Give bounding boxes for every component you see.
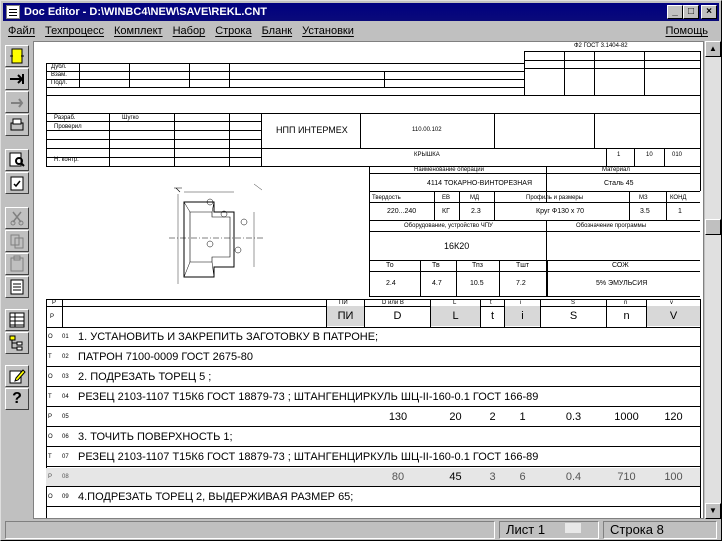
hdr-pi: ПИ [327, 306, 364, 326]
sheet-a: 1 [617, 152, 621, 158]
tsht-value: 7.2 [516, 280, 526, 287]
row-text: ПАТРОН 7100-0009 ГОСТ 2675-80 [78, 351, 254, 363]
title-bar[interactable] [3, 3, 719, 21]
cell-v: 120 [664, 411, 683, 423]
table-row[interactable]: T 07 РЕЗЕЦ 2103-1107 Т15К6 ГОСТ 18879-73 ; ШТАНГЕНЦИРКУЛЬ ШЦ-II-160-0.1 ГОСТ 166-89 [46, 448, 700, 467]
scroll-up-button[interactable] [705, 41, 721, 57]
vzam-label: Взам. [51, 72, 67, 78]
gost-label: Ф2 ГОСТ 3.1404-82 [574, 43, 628, 49]
cell-n: 710 [617, 471, 636, 483]
md-value: 2.3 [471, 208, 481, 215]
hdr-small-p: Р [52, 300, 57, 306]
profile-value: Круг Ф130 х 70 [536, 208, 585, 215]
hdr-small-t: t [490, 300, 492, 306]
table-row[interactable]: O 06 3. ТОЧИТЬ ПОВЕРХНОСТЬ 1; [46, 428, 700, 447]
table-row[interactable]: O 09 4.ПОДРЕЗАТЬ ТОРЕЦ 2, ВЫДЕРЖИВАЯ РАЗМЕР 65; [46, 488, 700, 507]
edit-tool[interactable] [5, 365, 29, 387]
clipboard-check-icon [8, 174, 26, 192]
cell-s: 0.3 [565, 411, 582, 423]
cell-i: 1 [519, 411, 526, 423]
podl-label: Подл. [51, 80, 68, 86]
tverd-label: Твердость [372, 195, 401, 201]
cell-v: 100 [664, 471, 683, 483]
status-line: Строка 8 [603, 521, 717, 539]
mz-label: МЗ [639, 195, 648, 201]
row-text: 1. УСТАНОВИТЬ И ЗАКРЕПИТЬ ЗАГОТОВКУ В ПАТРОНЕ; [78, 331, 379, 343]
soj-label: СОЖ [612, 262, 629, 269]
part-name: КРЫШКА [414, 152, 440, 158]
equip-label: Оборудование, устройство ЧПУ [404, 223, 493, 229]
cell-d: 130 [388, 411, 408, 423]
tree-tool[interactable] [5, 332, 29, 354]
md-label: МД [470, 195, 480, 201]
menu-stroka[interactable]: Строка [215, 25, 252, 37]
kond-value: 1 [678, 208, 682, 215]
preview-tool[interactable] [5, 149, 29, 171]
equip-value: 16К20 [444, 241, 470, 251]
sheet-b: 10 [646, 152, 653, 158]
row-text: 3. ТОЧИТЬ ПОВЕРХНОСТЬ 1; [78, 431, 233, 443]
magnifier-icon [8, 151, 26, 169]
company-name: НПП ИНТЕРМЕХ [276, 125, 348, 135]
insert-disabled-tool[interactable] [5, 91, 29, 113]
part-sketch-image [154, 172, 284, 292]
razrab-name: Шугко [122, 115, 139, 121]
cell-d: 80 [391, 471, 405, 483]
sheet-c: 010 [672, 152, 683, 158]
copy-tool[interactable] [5, 230, 29, 252]
minimize-button[interactable]: _ [667, 5, 683, 19]
hdr-i: i [505, 306, 540, 326]
vertical-scrollbar[interactable] [705, 41, 721, 519]
scroll-down-button[interactable] [705, 503, 721, 519]
status-bar [3, 520, 719, 540]
menu-nabor[interactable]: Набор [172, 25, 206, 37]
cell-l: 45 [449, 471, 462, 483]
arrow-down-icon: ▼ [709, 506, 717, 515]
to-label: То [386, 262, 394, 269]
menu-bar [3, 22, 719, 40]
print-tool[interactable] [5, 114, 29, 136]
hdr-p: Р [50, 314, 55, 320]
printer-icon [8, 116, 26, 134]
cell-t: 2 [489, 411, 496, 423]
document-list-icon [8, 278, 26, 296]
tverd-value: 220...240 [387, 208, 417, 215]
row-text: 2. ПОДРЕЗАТЬ ТОРЕЦ 5 ; [78, 371, 212, 383]
document-icon [6, 5, 20, 19]
hdr-n: n [623, 310, 630, 322]
status-indicator [565, 523, 581, 533]
doc-code: 110.00.102 [412, 127, 442, 133]
help-tool[interactable] [5, 388, 29, 410]
mat-label: Материал [602, 167, 630, 173]
new-document-icon [8, 47, 26, 65]
menu-settings[interactable]: Установки [302, 25, 354, 37]
table-tool[interactable] [5, 309, 29, 331]
profile-label: Профиль и размеры [526, 195, 584, 201]
hdr-s: S [569, 310, 578, 322]
row-text: РЕЗЕЦ 2103-1107 Т15К6 ГОСТ 18879-73 ; ШТАНГЕНЦИРКУЛЬ ШЦ-II-160-0.1 ГОСТ 166-89 [78, 391, 539, 403]
tsht-label: Тшт [516, 262, 530, 269]
status-sheet: Лист 1 [499, 521, 599, 539]
left-toolbar [3, 41, 31, 519]
cell-s: 0.4 [565, 471, 582, 483]
menu-techprocess[interactable]: Техпроцесс [45, 25, 105, 37]
table-row[interactable]: O 01 1. УСТАНОВИТЬ И ЗАКРЕПИТЬ ЗАГОТОВКУ В ПАТРОНЕ; [46, 328, 700, 347]
cell-t: 3 [489, 471, 496, 483]
soj-value: 5% ЭМУЛЬСИЯ [596, 280, 648, 287]
new-document-tool[interactable] [5, 45, 29, 67]
table-row[interactable]: T 02 ПАТРОН 7100-0009 ГОСТ 2675-80 [46, 348, 700, 367]
scissors-icon [8, 209, 26, 227]
cut-tool[interactable] [5, 207, 29, 229]
cell-l: 20 [449, 411, 462, 423]
menu-komplekt[interactable]: Комплект [114, 25, 163, 37]
mz-value: 3.5 [640, 208, 650, 215]
op-label: Наименование операции [414, 167, 484, 173]
row-text: РЕЗЕЦ 2103-1107 Т15К6 ГОСТ 18879-73 ; ШТАНГЕНЦИРКУЛЬ ШЦ-II-160-0.1 ГОСТ 166-89 [78, 451, 539, 463]
document-canvas[interactable] [33, 41, 704, 519]
tree-icon [8, 334, 26, 352]
hdr-small-i: i [520, 300, 522, 306]
nkontr-label: Н. контр. [54, 157, 79, 163]
cell-i: 6 [519, 471, 526, 483]
hdr-small-s: S [571, 300, 576, 306]
paste-icon [8, 255, 26, 273]
check-tool[interactable] [5, 172, 29, 194]
mat-value: Сталь 45 [604, 180, 634, 187]
question-icon: ? [12, 390, 22, 407]
hdr-v: V [647, 306, 700, 326]
copy-icon [8, 232, 26, 250]
menu-blank[interactable]: Бланк [261, 25, 293, 37]
hdr-t: t [490, 310, 495, 322]
arrow-up-icon: ▲ [709, 44, 717, 53]
maximize-button[interactable]: □ [683, 5, 699, 19]
razrab-label: Разраб. [54, 115, 76, 121]
menu-file[interactable]: Файл [8, 25, 36, 37]
ev-value: КГ [442, 208, 450, 215]
menu-help[interactable]: Помощь [665, 25, 708, 37]
kond-label: КОНД [670, 195, 687, 201]
list-tool[interactable] [5, 276, 29, 298]
window-title: Doc Editor - D:\WINBC4\NEW\SAVE\REKL.CNT [24, 6, 268, 18]
hdr-small-v: v [670, 300, 673, 306]
hdr-small-d: D или В [382, 300, 404, 306]
hdr-small-n: n [624, 300, 628, 306]
table-row-selected[interactable]: P 08 80 45 3 6 0.4 710 100 [46, 468, 700, 487]
op-value: 4114 ТОКАРНО-ВИНТОРЕЗНАЯ [427, 180, 533, 187]
table-icon [8, 311, 26, 329]
tpz-value: 10.5 [470, 280, 484, 287]
proveril-label: Проверил [54, 124, 82, 130]
hdr-l: L [431, 306, 480, 326]
hdr-d: D [393, 310, 402, 322]
to-value: 2.4 [386, 280, 396, 287]
row-text: 4.ПОДРЕЗАТЬ ТОРЕЦ 2, ВЫДЕРЖИВАЯ РАЗМЕР 65; [78, 491, 354, 503]
insert-tool[interactable] [5, 68, 29, 90]
cell-n: 1000 [614, 411, 639, 423]
tv-value: 4.7 [432, 280, 442, 287]
scroll-thumb[interactable] [705, 219, 721, 235]
tv-label: Тв [432, 262, 440, 269]
hdr-small-pi: ПИ [339, 300, 348, 306]
close-button[interactable]: × [701, 5, 717, 19]
table-row[interactable]: T 04 РЕЗЕЦ 2103-1107 Т15К6 ГОСТ 18879-73 ; ШТАНГЕНЦИРКУЛЬ ШЦ-II-160-0.1 ГОСТ 166-89 [46, 388, 700, 407]
arrow-right-icon [8, 70, 26, 88]
hdr-small-l: L [453, 300, 457, 306]
status-message [5, 521, 495, 539]
ev-label: ЕВ [442, 195, 451, 201]
paste-tool[interactable] [5, 253, 29, 275]
dubl-label: Дубл. [51, 64, 67, 70]
table-row[interactable]: P 05 130 20 2 1 0.3 1000 120 [46, 408, 700, 427]
pencil-icon [8, 367, 26, 385]
table-row[interactable]: O 03 2. ПОДРЕЗАТЬ ТОРЕЦ 5 ; [46, 368, 700, 387]
prog-label: Обозначение программы [576, 223, 647, 229]
route-card [34, 42, 704, 519]
tpz-label: Тпз [472, 262, 483, 269]
arrow-disabled-icon [8, 93, 26, 111]
